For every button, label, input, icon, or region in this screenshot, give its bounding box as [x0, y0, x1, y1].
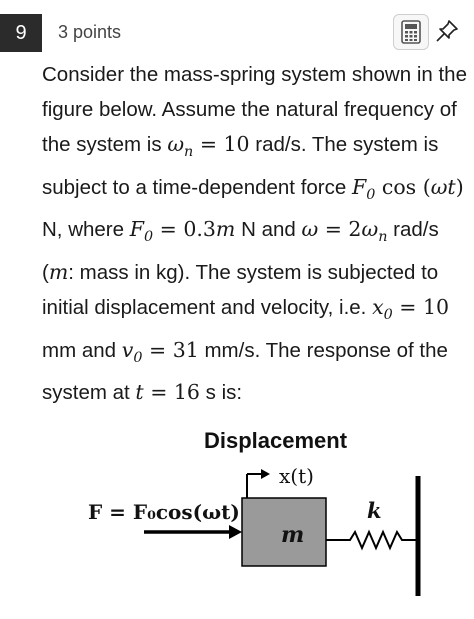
cos-function: cos (	[375, 174, 431, 199]
text-segment: : mass in kg). The system is subjected to initial displacement and velocity, i.e.	[42, 260, 439, 320]
question-number: 9	[0, 14, 42, 52]
spring-constant-label: k	[367, 498, 382, 523]
text-segment: mm and	[42, 338, 122, 362]
calculator-icon	[401, 20, 421, 44]
x0-symbol	[372, 295, 393, 324]
subscript: n	[378, 229, 388, 246]
close-paren: )	[455, 174, 464, 199]
subscript: n	[184, 144, 194, 161]
x-symbol: x	[372, 295, 384, 320]
text-segment: N and	[235, 218, 302, 242]
pin-button[interactable]	[432, 16, 462, 46]
force-label: F = F₀cos(ωt)	[88, 500, 240, 524]
displacement-label: x(t)	[279, 464, 314, 488]
pin-icon	[434, 18, 460, 44]
omega-symbol: ω	[301, 217, 319, 242]
subscript: 0	[133, 349, 143, 366]
mass-label: m	[281, 522, 305, 548]
omega-symbol: ω	[167, 132, 185, 156]
mass-symbol: m	[215, 217, 236, 242]
v0-symbol	[121, 337, 143, 366]
v-symbol: v	[121, 337, 134, 362]
force-amplitude-symbol	[351, 174, 376, 203]
mass-spring-figure	[0, 400, 474, 619]
time-symbol: t	[135, 380, 144, 405]
force-arrow-head	[229, 525, 242, 539]
force-amplitude-symbol	[129, 217, 154, 246]
displacement-arrow-head	[261, 469, 270, 479]
mass-symbol: m	[48, 259, 69, 284]
text-segment: rad/s. The system is subject to a time-dependent force	[42, 133, 439, 199]
equation-value: = 16	[143, 380, 200, 405]
question-text	[42, 58, 467, 411]
omega-n-symbol	[361, 217, 388, 246]
f-symbol: F	[351, 174, 367, 199]
equation-value: = 31	[142, 337, 199, 362]
omega-n-symbol	[167, 132, 194, 161]
spring	[326, 532, 418, 548]
equation-value: = 10	[193, 132, 250, 156]
question-points: 3 points	[58, 22, 122, 42]
omega-t-symbol: ωt	[430, 174, 456, 199]
question-paragraph	[42, 58, 467, 411]
f-symbol: F	[129, 217, 144, 242]
equation-value: = 2	[318, 217, 362, 242]
subscript: 0	[383, 307, 393, 324]
text-segment: Consider the mass-spring system shown in the figure below. Assume the natural frequency of the system is	[42, 63, 467, 156]
text-segment: N, where	[42, 218, 130, 242]
question-header	[0, 0, 474, 60]
text-segment: mm/s. The response of the system at	[42, 338, 448, 405]
omega-symbol: ω	[361, 217, 379, 242]
equation-value: = 0.3	[153, 217, 216, 242]
figure-title: Displacement	[204, 428, 348, 453]
text-segment: s is:	[199, 381, 243, 405]
subscript: 0	[366, 186, 376, 203]
subscript: 0	[143, 229, 154, 246]
calculator-button[interactable]	[393, 14, 429, 50]
equation-value: = 10	[392, 295, 450, 320]
text-segment: rad/s (	[42, 218, 439, 284]
